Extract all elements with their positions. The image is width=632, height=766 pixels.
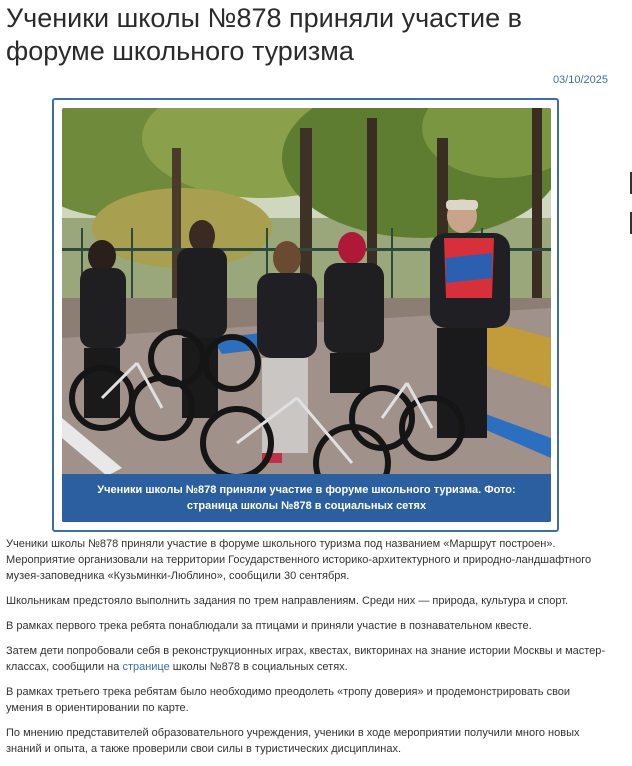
photo-illustration — [62, 108, 551, 522]
paragraph: В рамках третьего трека ребятам было необходимо преодолеть «тропу доверия» и продемонстрировать свои умения в ориентировании по карте. — [6, 686, 571, 714]
article-photo[interactable] — [62, 108, 551, 522]
article-photo-figure — [52, 98, 559, 532]
article-body — [6, 536, 606, 766]
paragraph: В рамках первого трека ребята понаблюдали за птицами и приняли участие в познавательном квесте. — [6, 620, 532, 632]
paragraph: Ученики школы №878 приняли участие в форуме школьного туризма под названием «Маршрут построен». Мероприятие организовали на территории Государственного историко-архитектурного и природно-ландшафтного музея-заповедника «Кузьминки-Люблино», сообщили 30 сентября. — [6, 538, 592, 582]
school-page-link[interactable]: странице — [122, 661, 170, 673]
article-title: Ученики школы №878 приняли участие в форуме школьного туризма — [6, 3, 522, 66]
paragraph: Школьникам предстояло выполнить задания по трем направлениям. Среди них — природа, культура и спорт. — [6, 595, 569, 607]
paragraph — [6, 643, 606, 675]
publish-date: 03/10/2025 — [552, 74, 608, 86]
paragraph: По мнению представителей образовательного учреждения, ученики в ходе мероприятии получили много новых знаний и опыта, а также проверили свои силы в туристических дисциплинах. — [6, 727, 580, 755]
paragraph-text: Затем дети попробовали себя в реконструкционных играх, квестах, викторинах на знание истории Москвы и мастер-классах, сообщили на — [6, 645, 606, 673]
paragraph-text: школы №878 в социальных сетях. — [169, 661, 348, 673]
photo-caption: Ученики школы №878 приняли участие в форуме школьного туризма. Фото: страница школы №878 в социальных сетях — [62, 474, 551, 522]
